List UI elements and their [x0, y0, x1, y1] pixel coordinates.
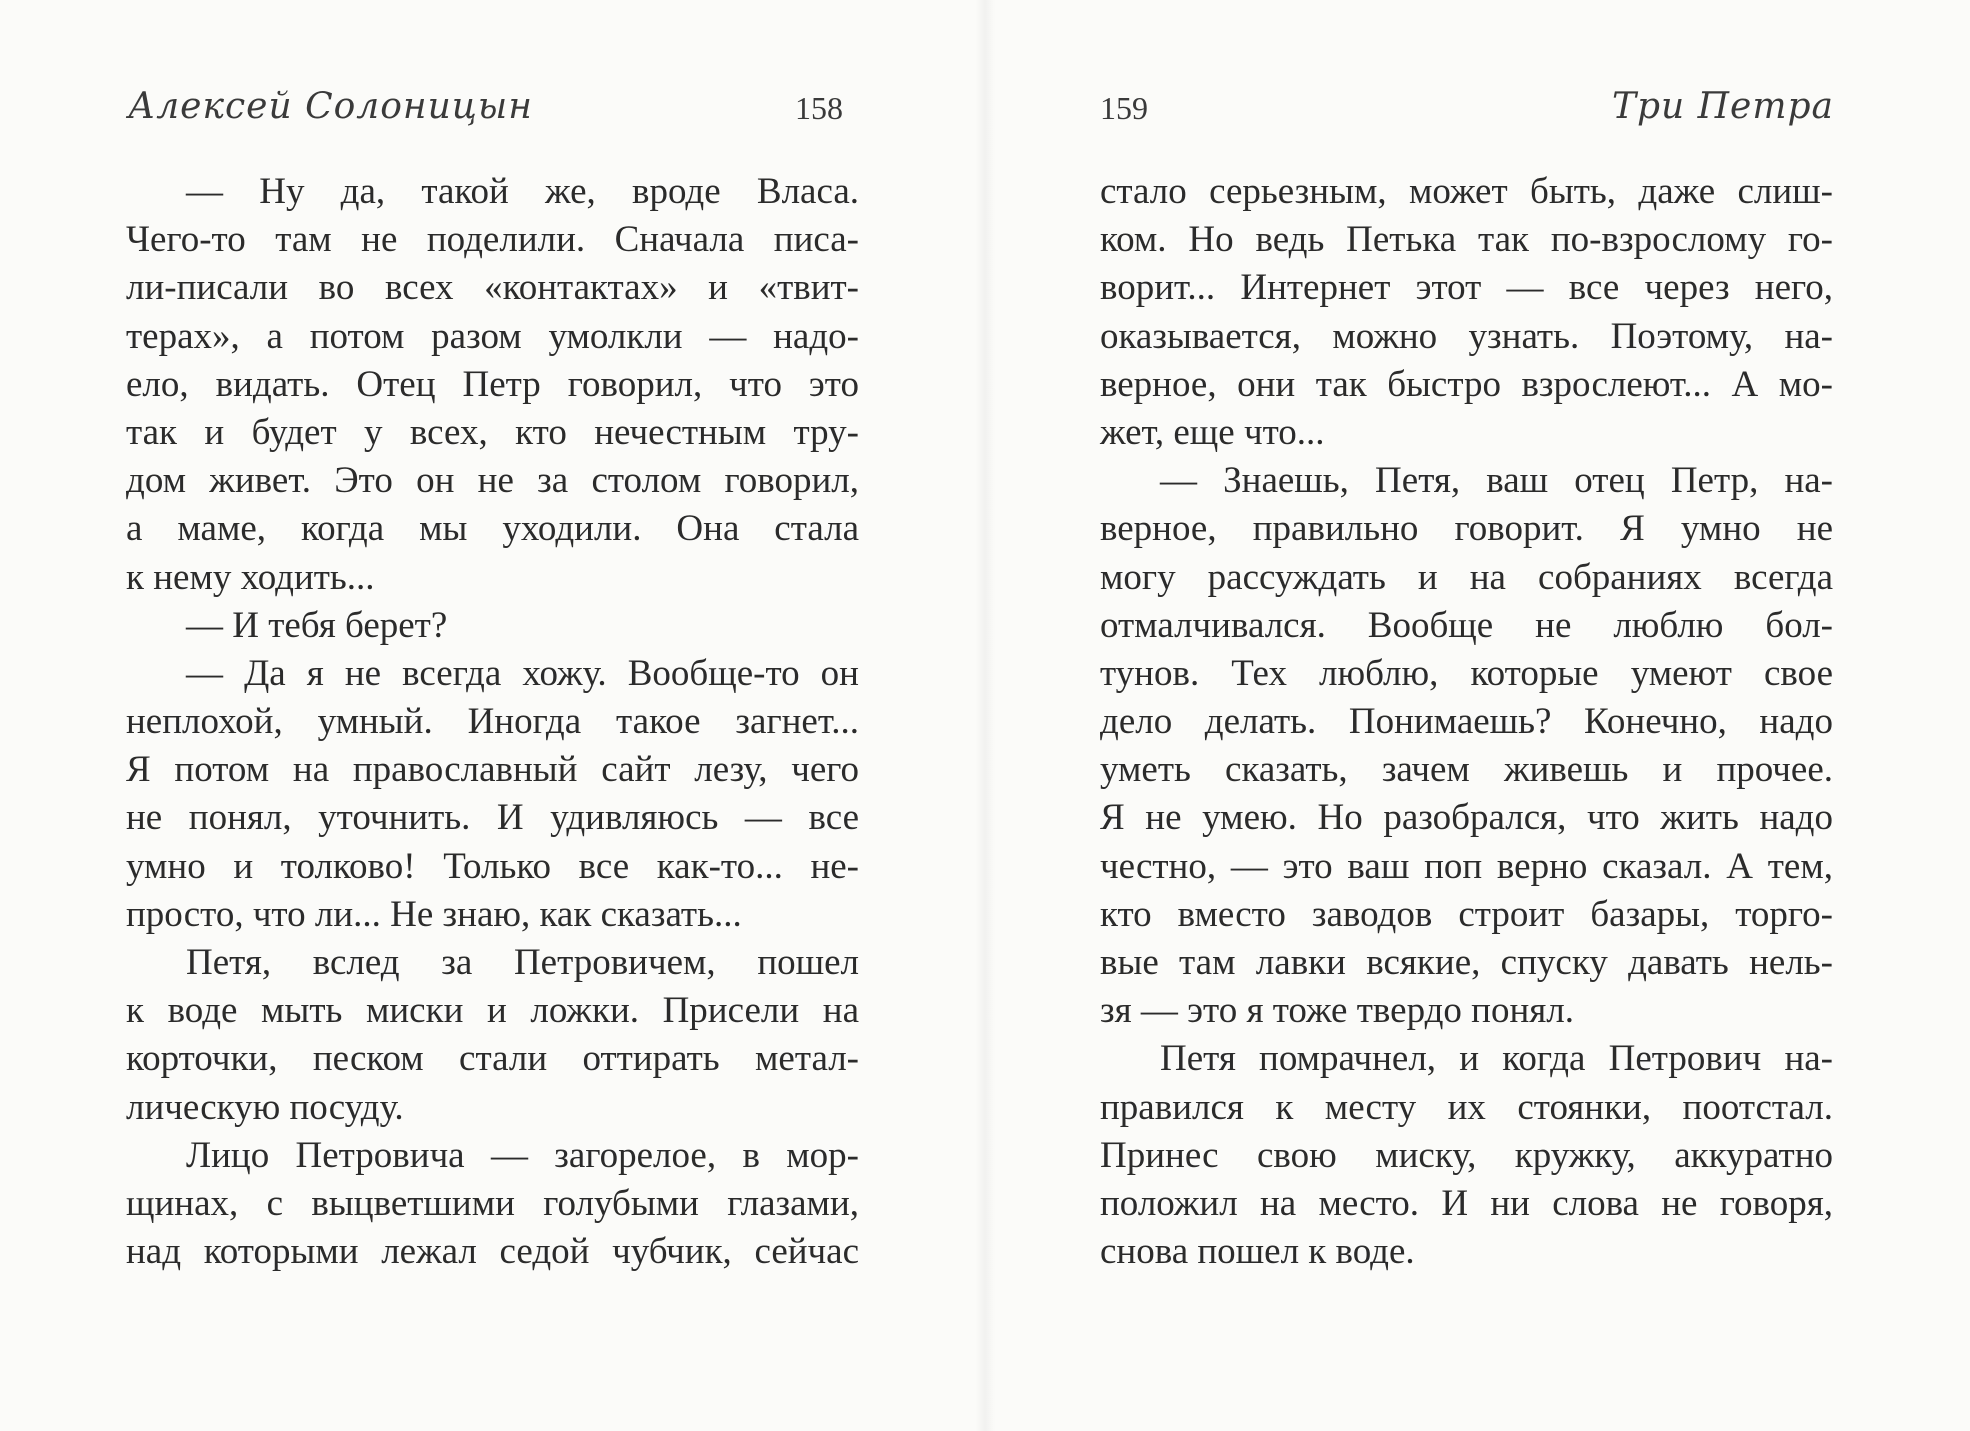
text-line: Петя помрачнел, и когда Петрович на- — [1160, 1038, 1833, 1080]
body-text — [1100, 168, 1833, 1276]
text-line: верное, правильно говорит. Я умно не — [1100, 508, 1833, 550]
text-line: уметь сказать, зачем живешь и прочее. — [1100, 749, 1833, 791]
text-line: Я не умею. Но разобрался, что жить надо — [1100, 797, 1833, 839]
text-line: к нему ходить... — [126, 556, 375, 598]
text-line: не понял, уточнить. И удивляюсь — все — [126, 797, 859, 839]
text-line: оказывается, можно узнать. Поэтому, на- — [1100, 315, 1833, 357]
text-line: над которыми лежал седой чубчик, сейчас — [126, 1231, 859, 1273]
page-number: 158 — [795, 90, 843, 126]
text-line: кто вместо заводов строит базары, торго- — [1100, 893, 1833, 935]
text-line: могу рассуждать и на собраниях всегда — [1100, 556, 1833, 598]
text-line: ело, видать. Отец Петр говорил, что это — [126, 363, 859, 405]
text-line: тунов. Тех люблю, которые умеют свое — [1100, 652, 1833, 694]
running-head-author: Алексей Солоницын — [128, 86, 533, 127]
text-line: корточки, песком стали оттирать метал- — [126, 1038, 859, 1080]
text-line: — Знаешь, Петя, ваш отец Петр, на- — [1160, 460, 1833, 502]
text-line: ком. Но ведь Петька так по-взрослому го- — [1100, 219, 1833, 261]
text-line: лическую посуду. — [126, 1086, 404, 1128]
text-line: просто, что ли... Не знаю, как сказать... — [126, 893, 742, 935]
page-number: 159 — [1100, 90, 1148, 126]
right-page — [985, 0, 1970, 1431]
text-line: Чего-то там не поделили. Сначала писа- — [126, 219, 859, 261]
body-text — [126, 168, 859, 1276]
text-line: стало серьезным, может быть, даже слиш- — [1100, 171, 1833, 212]
text-line: Петя, вслед за Петровичем, пошел — [186, 942, 859, 983]
text-line: — Да я не всегда хожу. Вообще-то он — [186, 652, 859, 694]
text-line: вые там лавки всякие, спуску давать нель- — [1100, 942, 1833, 983]
text-line: неплохой, умный. Иногда такое загнет... — [126, 701, 859, 743]
text-line: терах», а потом разом умолкли — надо- — [126, 315, 859, 357]
running-head-title: Три Петра — [1611, 86, 1834, 127]
text-line: честно, — это ваш поп верно сказал. А тем, — [1100, 845, 1833, 887]
text-line: — Ну да, такой же, вроде Власа. — [186, 171, 859, 212]
text-line: зя — это я тоже твердо понял. — [1100, 990, 1574, 1032]
text-line: щинах, с выцветшими голубыми глазами, — [126, 1182, 859, 1224]
text-line: дело делать. Понимаешь? Конечно, надо — [1100, 701, 1833, 743]
text-line: верное, они так быстро взрослеют... А мо- — [1100, 363, 1833, 405]
text-line: умно и толково! Только все как-то... не- — [126, 845, 859, 887]
text-line: а маме, когда мы уходили. Она стала — [126, 508, 859, 550]
text-line: жет, еще что... — [1100, 411, 1325, 453]
text-line: снова пошел к воде. — [1100, 1231, 1415, 1273]
text-line: дом живет. Это он не за столом говорил, — [126, 460, 859, 502]
text-line: отмалчивался. Вообще не люблю бол- — [1100, 604, 1833, 646]
text-line: правился к месту их стоянки, поотстал. — [1100, 1086, 1833, 1128]
text-line: Я потом на православный сайт лезу, чего — [126, 749, 859, 791]
text-line: Лицо Петровича — загорелое, в мор- — [186, 1134, 859, 1176]
text-line: Принес свою миску, кружку, аккуратно — [1100, 1134, 1833, 1176]
text-line: — И тебя берет? — [186, 604, 448, 646]
text-line: ли-писали во всех «контактах» и «твит- — [126, 267, 859, 309]
text-line: так и будет у всех, кто нечестным тру- — [126, 411, 859, 453]
text-line: положил на место. И ни слова не говоря, — [1100, 1182, 1833, 1224]
text-line: ворит... Интернет этот — все через него, — [1100, 267, 1833, 309]
text-line: к воде мыть миски и ложки. Присели на — [126, 990, 859, 1032]
